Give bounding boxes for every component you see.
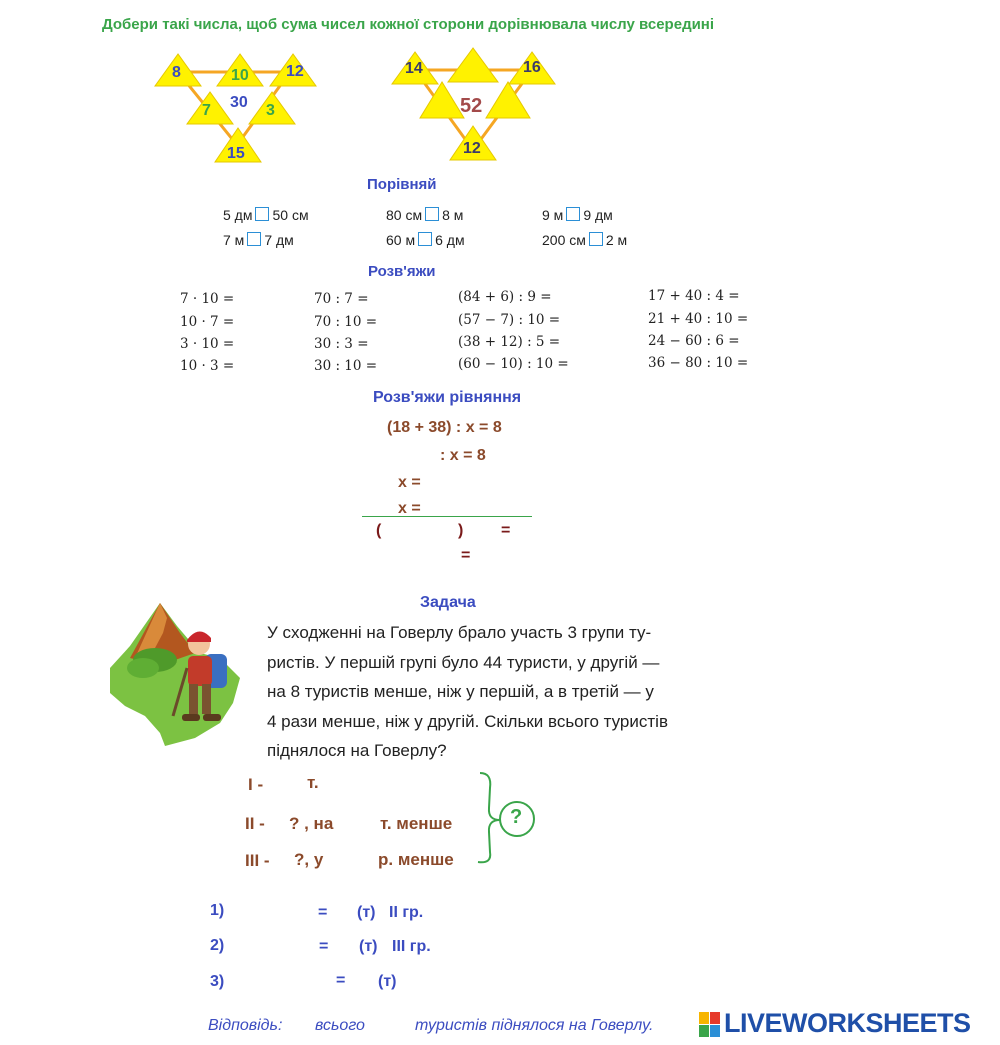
solve-expr: 36 − 80 : 10 = [648, 355, 749, 371]
tri2-top-left: 14 [405, 60, 423, 77]
compare-item-3 [542, 207, 613, 223]
problem-text-line: 4 рази менше, ніж у другій. Скільки всього туристів [267, 711, 668, 731]
solve-expr: 70 : 10 = [314, 314, 378, 330]
compare-box[interactable] [425, 207, 439, 221]
problem-title: Задача [420, 594, 476, 611]
compare-title: Порівняй [367, 176, 437, 193]
compare-left: 7 м [223, 232, 245, 248]
equation-line-3: x = [398, 474, 421, 491]
solve-expr: (60 − 10) : 10 = [458, 356, 569, 372]
tri1-left-mid[interactable]: 7 [202, 102, 211, 119]
check-close-paren: ) [458, 522, 464, 539]
tri2-center: 52 [460, 95, 483, 117]
tri1-right-mid[interactable]: 3 [266, 102, 275, 119]
problem-text-line: ристів. У першій групі було 44 туристи, у другій — [267, 652, 660, 672]
answer-mid: всього [315, 1017, 365, 1034]
solve-expr: 30 : 10 = [314, 358, 378, 374]
short-II-question: ? , на [289, 814, 334, 833]
problem-text-line: на 8 туристів менше, ніж у першій, а в третій — у [267, 682, 654, 701]
check-divider [362, 516, 532, 517]
compare-item-6 [542, 232, 627, 248]
short-III-unit: р. менше [378, 850, 454, 869]
step-note: ІІ гр. [389, 904, 424, 921]
equation-line-1: (18 + 38) : x = 8 [387, 419, 502, 436]
step-unit: (т) [357, 904, 376, 921]
solve-expr: 3 · 10 = [180, 336, 235, 352]
problem-text [267, 618, 747, 766]
compare-item-2 [386, 207, 463, 223]
instruction-text: Добери такі числа, щоб сума чисел кожної сторони дорівнювала числу всередині [102, 16, 715, 33]
compare-box[interactable] [418, 232, 432, 246]
compare-left: 80 см [386, 207, 423, 223]
compare-right: 2 м [605, 232, 628, 248]
equation-title: Розв'яжи рівняння [373, 389, 522, 406]
short-I-unit: т. [307, 773, 319, 792]
compare-box[interactable] [566, 207, 580, 221]
solve-expr: 21 + 40 : 10 = [648, 311, 749, 327]
step-equals: = [319, 938, 329, 955]
solve-expr: 10 · 3 = [180, 358, 235, 374]
equation-line-2: : x = 8 [440, 447, 486, 464]
solve-expr: (57 − 7) : 10 = [458, 312, 561, 328]
step-equals: = [318, 904, 328, 921]
hiker-illustration [105, 598, 245, 753]
equation-line-4: x = [398, 500, 421, 517]
short-III-question: ?, у [294, 850, 324, 869]
solve-expr: (84 + 6) : 9 = [458, 289, 552, 305]
compare-left: 5 дм [223, 207, 253, 223]
solve-expr: 7 · 10 = [180, 291, 235, 307]
compare-box[interactable] [247, 232, 261, 246]
tri1-center: 30 [230, 94, 248, 111]
short-II-unit: т. менше [380, 814, 453, 833]
step-number: 3) [210, 973, 225, 990]
step-unit: (т) [378, 973, 397, 990]
step-number: 1) [210, 902, 225, 919]
solve-expr: 24 − 60 : 6 = [648, 333, 740, 349]
compare-right: 8 м [442, 207, 464, 223]
solve-title: Розв'яжи [368, 263, 436, 280]
compare-right: 6 дм [435, 232, 465, 248]
compare-right: 9 дм [583, 207, 613, 223]
solve-expr: (38 + 12) : 5 = [458, 334, 561, 350]
check-equals-2: = [461, 547, 471, 564]
short-III-label: ІІІ - [245, 851, 270, 870]
tri2-top-right: 16 [523, 59, 541, 76]
check-open-paren: ( [376, 522, 382, 539]
compare-left: 200 см [542, 232, 586, 248]
short-I-label: І - [248, 775, 264, 794]
solve-expr: 30 : 3 = [314, 336, 369, 352]
short-II-label: ІІ - [245, 814, 265, 833]
compare-item-5 [386, 232, 465, 248]
liveworksheets-brand: LIVEWORKSHEETS [724, 1008, 971, 1038]
liveworksheets-logo-icon [699, 1012, 721, 1038]
compare-left: 9 м [542, 207, 564, 223]
answer-start: Відповідь: [208, 1017, 283, 1034]
step-number: 2) [210, 937, 225, 954]
step-unit: (т) [359, 938, 378, 955]
curly-brace-icon [472, 768, 542, 868]
compare-item-1 [223, 207, 309, 223]
solve-expr: 17 + 40 : 4 = [648, 288, 740, 304]
problem-text-line: піднялося на Говерлу? [267, 741, 447, 760]
solve-expr: 10 · 7 = [180, 314, 235, 330]
solve-expr: 70 : 7 = [314, 291, 369, 307]
problem-text-line: У сходженні на Говерлу брало участь 3 групи ту- [267, 623, 652, 642]
compare-box[interactable] [589, 232, 603, 246]
step-note: ІІІ гр. [392, 938, 431, 955]
compare-left: 60 м [386, 232, 416, 248]
tri1-top-right[interactable]: 12 [286, 63, 304, 80]
tri1-top-left[interactable]: 8 [172, 64, 181, 81]
compare-item-4 [223, 232, 294, 248]
tri1-top-mid[interactable]: 10 [231, 67, 249, 84]
compare-box[interactable] [255, 207, 269, 221]
check-equals: = [501, 522, 511, 539]
answer-end: туристів піднялося на Говерлу. [415, 1017, 654, 1034]
question-circle: ? [510, 806, 523, 828]
tri2-bottom: 12 [463, 140, 481, 157]
compare-right: 50 см [272, 207, 309, 223]
tri1-bottom[interactable]: 15 [227, 145, 245, 162]
compare-right: 7 дм [264, 232, 294, 248]
step-equals: = [336, 972, 346, 989]
